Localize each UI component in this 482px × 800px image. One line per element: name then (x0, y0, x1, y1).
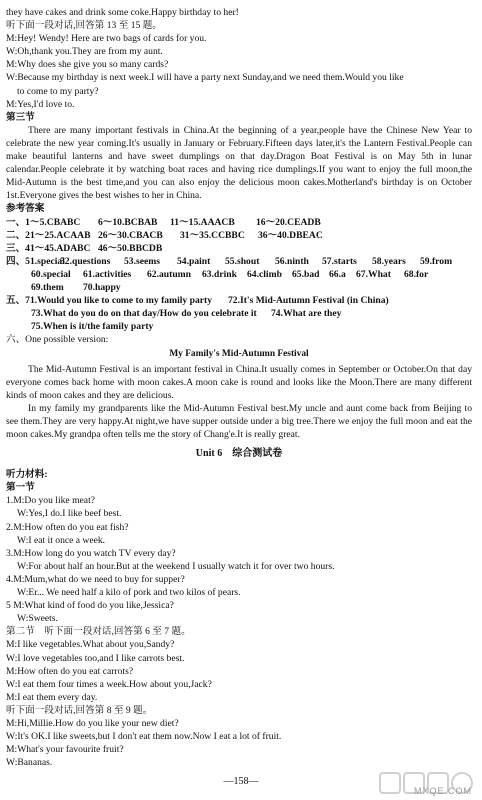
listening-line: 5 M:What kind of food do you like,Jessica? (6, 600, 174, 612)
listening-line: W:Sweets. (17, 613, 58, 625)
listening-section2: 第二节 听下面一段对话,回答第 6 至 7 题。 (6, 626, 191, 638)
listening-line: 3.M:How long do you watch TV every day? (6, 547, 176, 559)
listening-line: 2.M:How often do you eat fish? (6, 521, 129, 533)
listening-line: 1.M:Do you like meat? (6, 495, 95, 507)
answers-heading: 参考答案 (6, 203, 45, 215)
answer-word: 66.a (329, 268, 346, 280)
listening-line: W:I eat it once a week. (17, 534, 106, 546)
answers-part5-line3: 75.When is it/the family party (31, 321, 154, 333)
essay-paragraph-2: In my family my grandparents like the Mid-Autumn Festival best.My uncle and aunt come back from Beijing to see them.They are very happy.At night,we have supper outside under a big tree.There we enjoy the full moon and eat the moon cakes.My grandpa often tells me the story of Chang'e.It is really great. (6, 402, 472, 440)
answer-word: 67.What (356, 268, 391, 280)
answer-word: 四、51.special (6, 255, 65, 267)
answers-part6: 六、One possible version: (6, 334, 109, 346)
dialogue-line: they have cakes and drink some coke.Happy birthday to her! (6, 7, 239, 18)
answers-part1 (6, 216, 472, 229)
dialogue-line: W:Oh,thank you.They are from my aunt. (6, 46, 163, 58)
answer-group: 46～50.BBCDB (98, 242, 163, 254)
answer-group: 6～10.BCBAB (98, 216, 158, 228)
listening-line: M:Hi,Millie.How do you like your new diet? (6, 717, 179, 729)
listening-line: M:I eat them every day. (6, 691, 98, 703)
answer-group: 31～35.CCBBC (180, 229, 245, 241)
answers-part4-line1 (6, 255, 472, 268)
answer-word: 57.starts (322, 255, 357, 267)
answers-part5-line1 (6, 294, 472, 307)
dialogue-line: M:Hey! Wendy! Here are two bags of cards for you. (6, 33, 207, 45)
listening-section1-lines (6, 494, 472, 625)
answer-word: 60.special (31, 268, 71, 280)
listening-section3: 听下面一段对话,回答第 8 至 9 题。 (6, 704, 153, 716)
answer-group: 26～30.CBACB (98, 229, 163, 241)
answer-word: 53.seems (124, 255, 160, 267)
watermark-text: MXQE.COM (413, 785, 472, 796)
listening-line: W:Yes,I do.I like beef best. (17, 508, 122, 520)
answers-block (6, 216, 472, 347)
dialogue-line: M:Why does she give you so many cards? (6, 59, 169, 71)
answers-part4-line2 (6, 268, 472, 281)
answers-part3 (6, 242, 472, 255)
answer-word: 58.years (372, 255, 406, 267)
answer-group: 二、21～25.ACAAB (6, 229, 91, 241)
answer-word: 62.autumn (147, 268, 191, 280)
listening-heading: 听力材料: (6, 469, 48, 481)
answer-word: 54.paint (177, 255, 211, 267)
answer-sentence: 73.What do you do on that day/How do you celebrate it (31, 308, 257, 320)
listening-line: W:Er... We need half a kilo of pork and two kilos of pears. (17, 587, 241, 599)
listening-line: W:I eat them four times a week.How about you,Jack? (6, 678, 212, 690)
answer-sentence: 74.What are they (271, 308, 342, 320)
answer-word: 59.from (420, 255, 453, 267)
listening-line: W:It's OK.I like sweets,but I don't eat them now.Now I eat a lot of fruit. (6, 731, 282, 743)
essay-paragraph-1: The Mid-Autumn Festival is an important festival in China.It usually comes in September or October.On that day everyone comes back home with moon cakes.A moon cake is round and looks like the Moon.There are many different kinds of moon cakes and they are delicious. (6, 363, 472, 401)
listening-section3-lines (6, 717, 472, 769)
answer-group: 11～15.AAACB (170, 216, 235, 228)
answers-part2 (6, 229, 472, 242)
dialogue-instruction: 听下面一段对话,回答第 13 至 15 题。 (6, 20, 162, 32)
answer-sentence: 72.It's Mid-Autumn Festival (in China) (228, 295, 389, 307)
answer-word: 56.ninth (275, 255, 309, 267)
listening-line: M:What's your favourite fruit? (6, 744, 124, 756)
answer-word: 61.activities (83, 268, 132, 280)
listening-section1: 第一节 (6, 482, 35, 494)
listening-line: M:I like vegetables.What about you,Sandy? (6, 639, 175, 651)
answer-word: 63.drink (202, 268, 237, 280)
answer-group: 三、41～45.ADABC (6, 242, 91, 254)
answer-word: 68.for (404, 268, 429, 280)
listening-line: W:Bananas. (6, 757, 53, 769)
answers-part5-line2 (6, 307, 472, 320)
listening-section2-lines (6, 638, 472, 703)
listening-line: 4.M:Mum,what do we need to buy for supper? (6, 573, 185, 585)
listening-line: W:I love vegetables too,and I like carrots best. (6, 652, 185, 664)
answer-sentence: 五、71.Would you like to come to my family party (6, 295, 212, 307)
answer-word: 52.questions (60, 255, 111, 267)
unit-title: Unit 6 综合测试卷 (195, 448, 283, 460)
answer-word: 69.them (31, 281, 64, 293)
dialogue-line: to come to my party? (17, 85, 99, 97)
answer-word: 65.bad (292, 268, 320, 280)
section3-heading: 第三节 (6, 111, 35, 123)
section3-paragraph: There are many important festivals in China.At the beginning of a year,people have the Chinese New Year to celebrate the new year coming.It's usually in January or February.Fifteen days later,it's the Lantern Festival.People can make beautiful lanterns and have sweet dumplings on that day.Dragon Boat Festival is on May 5th in lunar calendar.People celebrate it by watching boat races and having rice dumplings.If you want to enjoy the full moon,the Mid-Autumn is the best time,and you can also enjoy the delicious moon cakes.Motherland's birthday is on October 1st.Everyone gives the best wishes to her in China. (6, 124, 472, 202)
top-dialogue (6, 6, 472, 111)
answer-word: 55.shout (225, 255, 260, 267)
answer-group: 16～20.CEADB (256, 216, 321, 228)
answer-group: 一、1～5.CBABC (6, 216, 81, 228)
answer-group: 36～40.DBEAC (258, 229, 323, 241)
answers-part4-line3 (6, 281, 472, 294)
listening-line: M:How often do you eat carrots? (6, 665, 134, 677)
listening-line: W:For about half an hour.But at the weekend I usually watch it for over two hours. (17, 560, 335, 572)
page-number: —158— (223, 776, 259, 787)
answer-word: 70.happy (83, 281, 121, 293)
answer-word: 64.climb (247, 268, 282, 280)
essay-title: My Family's Mid-Autumn Festival (169, 349, 309, 360)
dialogue-line: M:Yes,I'd love to. (6, 98, 75, 110)
dialogue-line: W:Because my birthday is next week.I will have a party next Sunday,and we need them.Would you like (6, 72, 404, 84)
